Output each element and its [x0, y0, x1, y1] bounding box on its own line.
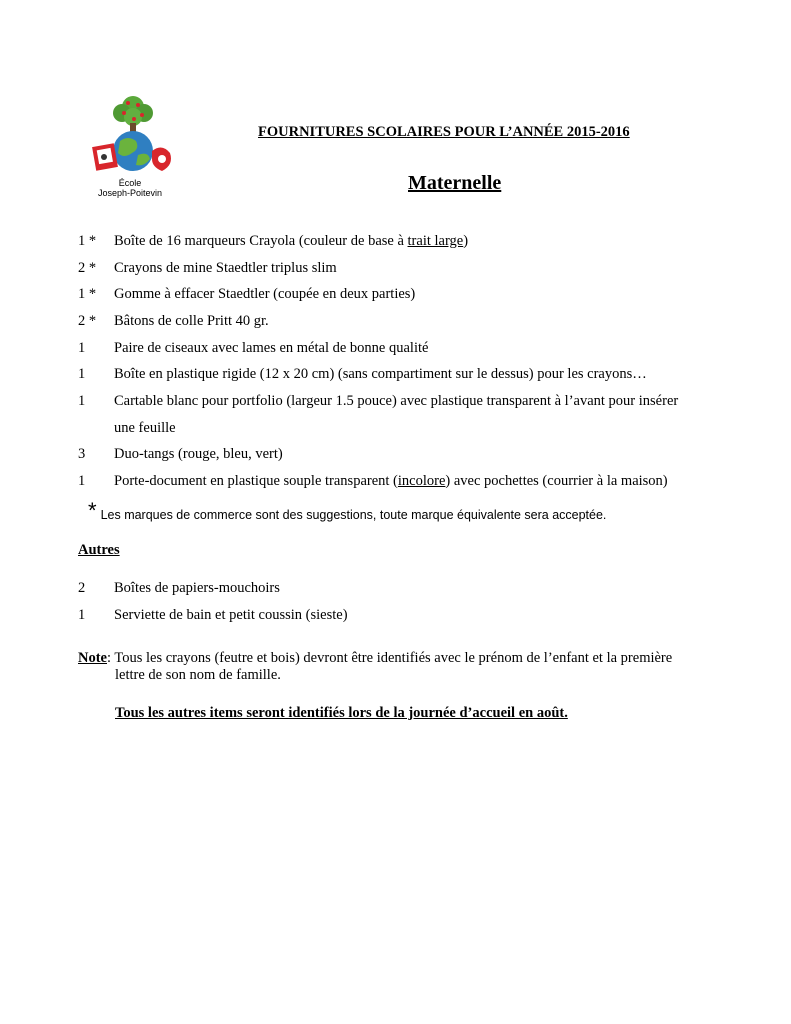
item-description: Crayons de mine Staedtler triplus slim [114, 260, 337, 276]
item-quantity: 2 * [78, 313, 97, 329]
item-description: Bâtons de colle Pritt 40 gr. [114, 313, 269, 329]
document-subtitle: Maternelle [408, 172, 502, 194]
globe-icon [113, 131, 153, 171]
note-label: Note [78, 650, 107, 666]
item-description: Gomme à effacer Staedtler (coupée en deux parties) [114, 286, 416, 302]
item-quantity: 1 [78, 473, 86, 489]
books-icon [92, 143, 118, 170]
item-quantity: 1 [78, 393, 86, 409]
apple-icon [152, 147, 171, 171]
footnote-text: Les marques de commerce sont des suggestions, toute marque équivalente sera acceptée. [100, 508, 607, 522]
document-title: FOURNITURES SCOLAIRES POUR L’ANNÉE 2015-2016 [258, 124, 630, 140]
item-description: une feuille [114, 420, 176, 436]
item-description: Boîtes de papiers-mouchoirs [114, 580, 280, 596]
item-description: Serviette de bain et petit coussin (sieste) [114, 607, 348, 623]
item-quantity: 1 [78, 340, 86, 356]
footnote-asterisk: * [88, 498, 97, 523]
item-description: Porte-document en plastique souple transparent (incolore) avec pochettes (courrier à la maison) [114, 473, 668, 489]
final-note: Tous les autres items seront identifiés lors de la journée d’accueil en août. [115, 705, 568, 721]
item-description: Cartable blanc pour portfolio (largeur 1.5 pouce) avec plastique transparent à l’avant pour insérer [114, 393, 679, 409]
item-description: Paire de ciseaux avec lames en métal de bonne qualité [114, 340, 429, 356]
item-description: Duo-tangs (rouge, bleu, vert) [114, 446, 283, 462]
item-quantity: 1 [78, 607, 86, 623]
item-quantity: 1 [78, 366, 86, 382]
others-heading: Autres [78, 542, 120, 558]
brand-footnote [88, 500, 606, 526]
school-name-line1: École [118, 178, 142, 188]
item-quantity: 1 * [78, 233, 97, 249]
item-quantity: 1 * [78, 286, 97, 302]
item-quantity: 2 * [78, 260, 97, 276]
tree-icon [113, 96, 153, 135]
note-paragraph [78, 650, 728, 683]
school-name-line2: Joseph-Poitevin [97, 188, 163, 198]
item-quantity: 3 [78, 446, 86, 462]
note-line2: lettre de son nom de famille. [115, 667, 281, 683]
note-line1: : Tous les crayons (feutre et bois) devront être identifiés avec le prénom de l’enfant et la première [107, 650, 673, 666]
item-quantity: 2 [78, 580, 86, 596]
item-description: Boîte en plastique rigide (12 x 20 cm) (sans compartiment sur le dessus) pour les crayons… [114, 366, 647, 382]
item-description: Boîte de 16 marqueurs Crayola (couleur de base à trait large) [114, 233, 469, 249]
